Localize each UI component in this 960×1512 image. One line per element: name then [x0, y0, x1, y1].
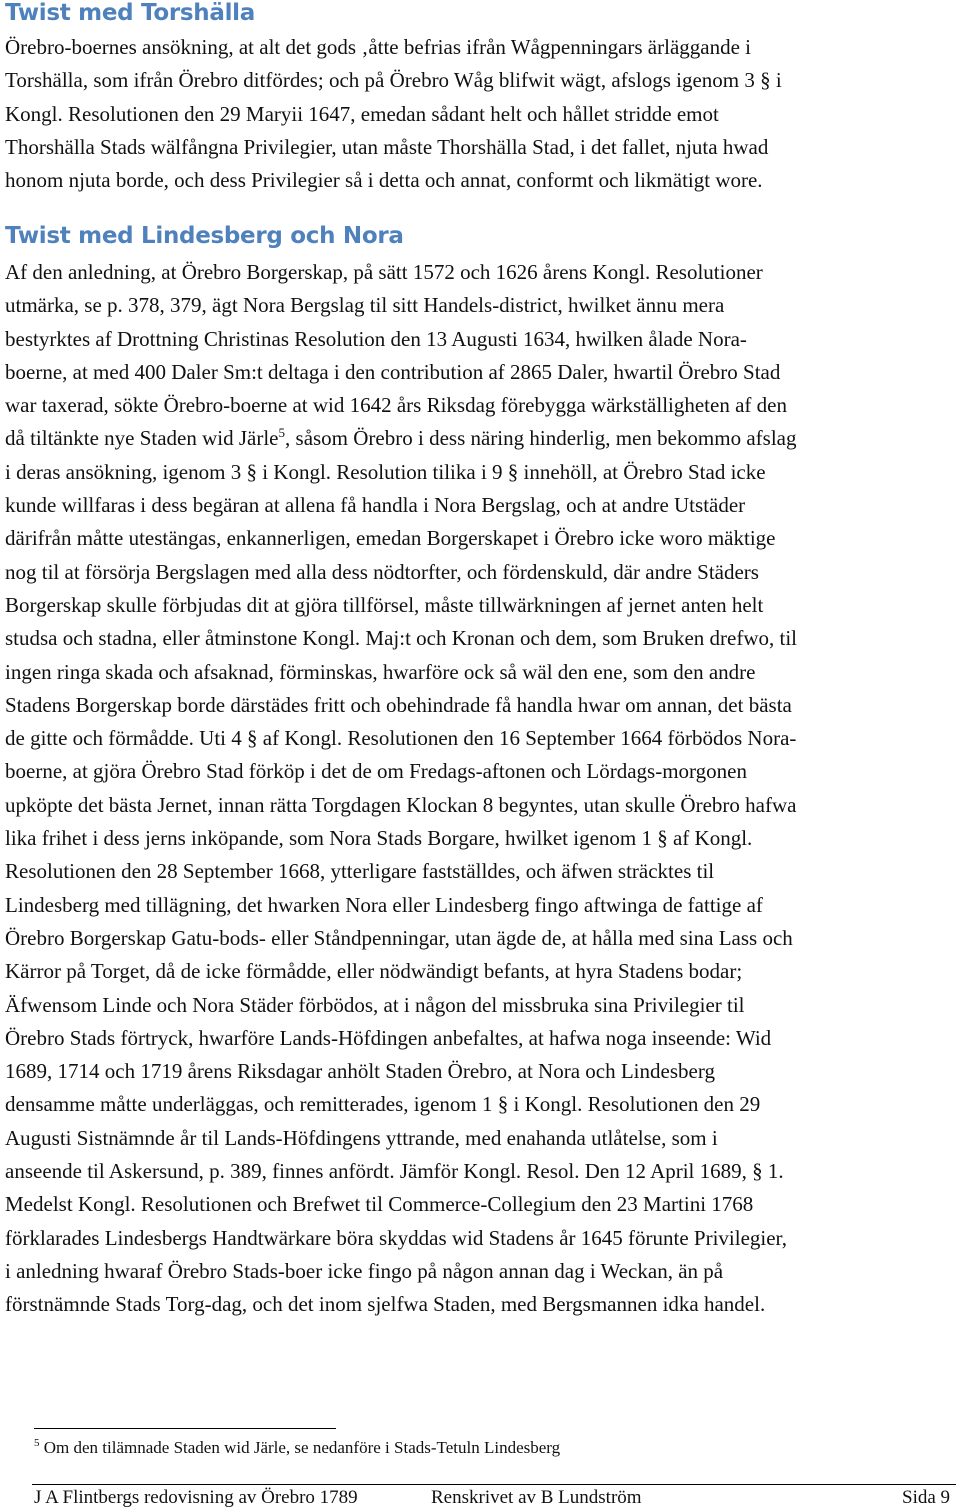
text-line: densamme måtte underläggas, och remitterades, igenom 1 § i Kongl. Resolutionen den 29: [5, 1092, 761, 1117]
text-line: Örebro Borgerskap Gatu-bods- eller Ståndpenningar, utan ägde de, at hålla med sina Lass och: [5, 925, 793, 950]
text-line: Resolutionen den 28 September 1668, ytterligare fastställdes, och äfwen sträcktes til: [5, 859, 715, 884]
text-line: Kärror på Torget, då de icke förmådde, eller nödwändigt befants, at hyra Stadens bodar;: [5, 959, 743, 984]
footnote-text: Om den tilämnade Staden wid Järle, se nedanföre i Stads-Tetuln Lindesberg: [39, 1438, 561, 1457]
text-line: Äfwensom Linde och Nora Städer förbödos, at i någon del missbruka sina Privilegier til: [5, 992, 745, 1017]
text-line: honom njuta borde, och dess Privilegier så i detta och annat, conformt och likmätigt wore.: [5, 168, 763, 193]
section-heading-lindesberg-nora: Twist med Lindesberg och Nora: [5, 223, 404, 249]
footer-left: J A Flintbergs redovisning av Örebro 1789: [34, 1487, 358, 1508]
footer-page-number: Sida 9: [902, 1487, 951, 1508]
text-line: war taxerad, sökte Örebro-boerne at wid 1642 års Riksdag förebygga wärkställigheten af den: [5, 393, 787, 418]
text-line: utmärka, se p. 378, 379, ägt Nora Bergslag til sitt Handels-district, hwilket ännu mera: [5, 293, 725, 318]
text-line: Stadens Borgerskap borde därstädes fritt och obehindrade få handla hwar om annan, det bästa: [5, 692, 792, 717]
text-line: Kongl. Resolutionen den 29 Maryii 1647, emedan sådant helt och hållet stridde emot: [5, 101, 719, 126]
text-line: kunde willfaras i dess begäran at allena få handla i Nora Bergslag, och at andre Utstäder: [5, 493, 746, 518]
text-line: Augusti Sistnämnde år til Lands-Höfdingens yttrande, med enahanda utlåtelse, som i: [5, 1125, 718, 1150]
text-line: Thorshälla Stads wälfångna Privilegier, utan måste Thorshälla Stad, i det fallet, njuta hwad: [5, 134, 769, 159]
footer-center: Renskrivet av B Lundström: [431, 1487, 642, 1508]
text-line: boerne, at gjöra Örebro Stad förköp i det de om Fredags-aftonen och Lördags-morgonen: [5, 759, 747, 784]
footnote-reference: 5: [278, 425, 286, 441]
section-body-lindesberg-nora: [5, 256, 797, 1322]
text-line: upköpte det bästa Jernet, innan rätta Torgdagen Klockan 8 begyntes, utan skulle Örebro hafwa: [5, 792, 797, 817]
text-line: Torshälla, som ifrån Örebro ditfördes; och på Örebro Wåg blifwit wägt, afslogs igenom 3 § i: [5, 68, 782, 93]
text-line: Örebro-boernes ansökning, at alt det gods ‚åtte befrias ifrån Wågpenningars ärläggande i: [5, 35, 752, 59]
text-line: därifrån måtte utestängas, enkannerligen, emedan Borgerskapet i Örebro icke woro mäktige: [5, 526, 776, 551]
footer-separator: [32, 1484, 956, 1485]
text-line: de gitte och förmådde. Uti 4 § af Kongl. Resolutionen den 16 September 1664 förbödos Nora-: [5, 726, 797, 751]
text-line: Af den anledning, at Örebro Borgerskap, på sätt 1572 och 1626 årens Kongl. Resolutioner: [5, 260, 763, 284]
footnote-separator: [34, 1428, 336, 1429]
text-line-with-footnote-ref: [5, 422, 797, 455]
section-heading-torshalla: Twist med Torshälla: [5, 0, 255, 26]
text-line: i deras ansökning, igenom 3 § i Kongl. Resolution tilika i 9 § innehöll, at Örebro Stad icke: [5, 459, 766, 484]
text-line: anseende til Askersund, p. 389, finnes anfördt. Jämför Kongl. Resol. Den 12 April 1689, § 1.: [5, 1159, 784, 1184]
text-line: förstnämnde Stads Torg-dag, och det inom sjelfwa Staden, med Bergsmannen idka handel.: [5, 1292, 766, 1317]
text-line: nog til at försörja Bergslagen med alla dess nödtorfter, och fördenskuld, där andre Städers: [5, 559, 759, 584]
text-line: i anledning hwaraf Örebro Stads-boer icke fingo på någon annan dag i Weckan, än på: [5, 1258, 724, 1283]
footnote: [34, 1438, 560, 1458]
text-line: förklarades Lindesbergs Handtwärkare böra skyddas wid Stadens år 1645 förunte Privilegier,: [5, 1225, 787, 1250]
text-line: lika frihet i dess jerns inköpande, som Nora Stads Borgare, hwilket igenom 1 § af Kongl.: [5, 826, 753, 851]
text-fragment: , såsom Örebro i dess näring hinderlig, men bekommo afslag: [285, 426, 797, 451]
text-line: boerne, at med 400 Daler Sm:t deltaga i den contribution af 2865 Daler, hwartil Örebro Stad: [5, 359, 781, 384]
text-fragment: då tiltänkte nye Staden wid Järle: [5, 426, 279, 451]
text-line: Medelst Kongl. Resolutionen och Brefwet til Commerce-Collegium den 23 Martini 1768: [5, 1192, 754, 1217]
section-body-torshalla: [5, 31, 782, 197]
text-line: ingen ringa skada och afsaknad, förminskas, hwarföre ock så wäl den ene, som den andre: [5, 659, 756, 684]
text-line: bestyrktes af Drottning Christinas Resolution den 13 Augusti 1634, hwilken ålade Nora-: [5, 326, 747, 351]
text-line: 1689, 1714 och 1719 årens Riksdagar anhölt Staden Örebro, at Nora och Lindesberg: [5, 1059, 715, 1084]
text-line: studsa och stadna, eller åtminstone Kongl. Maj:t och Kronan och dem, som Bruken drefwo, til: [5, 626, 798, 651]
text-line: Örebro Stads förtryck, hwarföre Lands-Höfdingen anbefaltes, at hafwa noga inseende: Wid: [5, 1025, 772, 1050]
text-line: Lindesberg med tillägning, det hwarken Nora eller Lindesberg fingo aftwinga de fattige af: [5, 892, 763, 917]
footnote-number: 5: [34, 1437, 40, 1449]
text-line: Borgerskap skulle förbjudas dit at gjöra tillförsel, måste tillwärkningen af jernet anten helt: [5, 592, 764, 617]
